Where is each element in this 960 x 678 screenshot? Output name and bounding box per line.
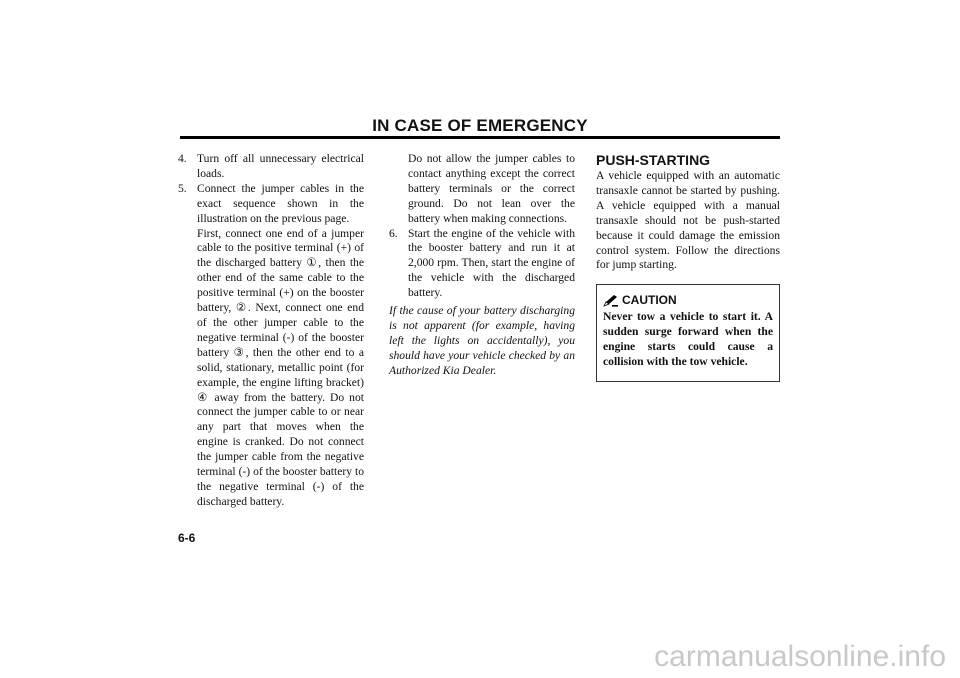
step-6-number: 6.: [389, 226, 398, 240]
step-6-text: Start the engine of the vehicle with the booster battery and run it at 2,000 rpm. Then, start the engine of the vehicle with the discharged battery.: [408, 226, 575, 300]
step-5-text: Connect the jumper cables in the exact sequence shown in the illustration on the previous page.: [197, 181, 364, 225]
step-5-number: 5.: [178, 181, 187, 195]
caution-box: [596, 284, 780, 382]
column-1: [178, 152, 364, 510]
continued-text: Do not allow the jumper cables to contact anything except the correct battery terminals or the correct ground. Do not lean over the battery when making connections.: [408, 152, 575, 225]
page-number: 6-6: [178, 531, 196, 545]
page-header-title: IN CASE OF EMERGENCY: [372, 116, 588, 135]
step-5-detail: First, connect one end of a jumper cable to the positive terminal (+) of the discharged battery ①, then the other end of the same cable to the positive terminal (+) on the booster battery, ②. Next, connect one end of the other jumper cable to the negative terminal (-) of the booster battery ③, then the other end to a solid, stationary, metallic point (for example, the engine lifting bracket) ④ away from the battery. Do not connect the jumper cable to or near any part that moves when the engine is cranked. Do not connect the jumper cable from the negative terminal (-) of the booster battery to the negative terminal (-) of the discharged battery.: [197, 226, 364, 508]
caution-pen-icon: [603, 294, 619, 307]
push-starting-body: A vehicle equipped with an automatic transaxle cannot be started by pushing. A vehicle equipped with a manual transaxle should not be push-started because it could damage the emission control system. Follow the directions for jump starting.: [596, 169, 780, 272]
step-5: [178, 182, 364, 510]
column-2: [389, 152, 575, 379]
watermark: carmanualsonline.info: [654, 640, 946, 673]
section-title-push-starting: PUSH-STARTING: [596, 152, 711, 168]
step-6: [389, 227, 575, 302]
step-4-number: 4.: [178, 152, 187, 165]
step-4: [178, 152, 364, 182]
caution-label: CAUTION: [622, 293, 677, 308]
italic-note: If the cause of your battery discharging is not apparent (for example, having left the lights on accidentally), you should have your vehicle checked by an Authorized Kia Dealer.: [389, 304, 575, 377]
column-3: [596, 152, 780, 382]
step-4-text: Turn off all unnecessary electrical loads.: [197, 152, 364, 180]
caution-heading: [603, 293, 773, 308]
header-rule: [180, 136, 780, 139]
caution-text: Never tow a vehicle to start it. A sudden surge forward when the engine starts could cause a collision with the tow vehicle.: [603, 310, 773, 369]
